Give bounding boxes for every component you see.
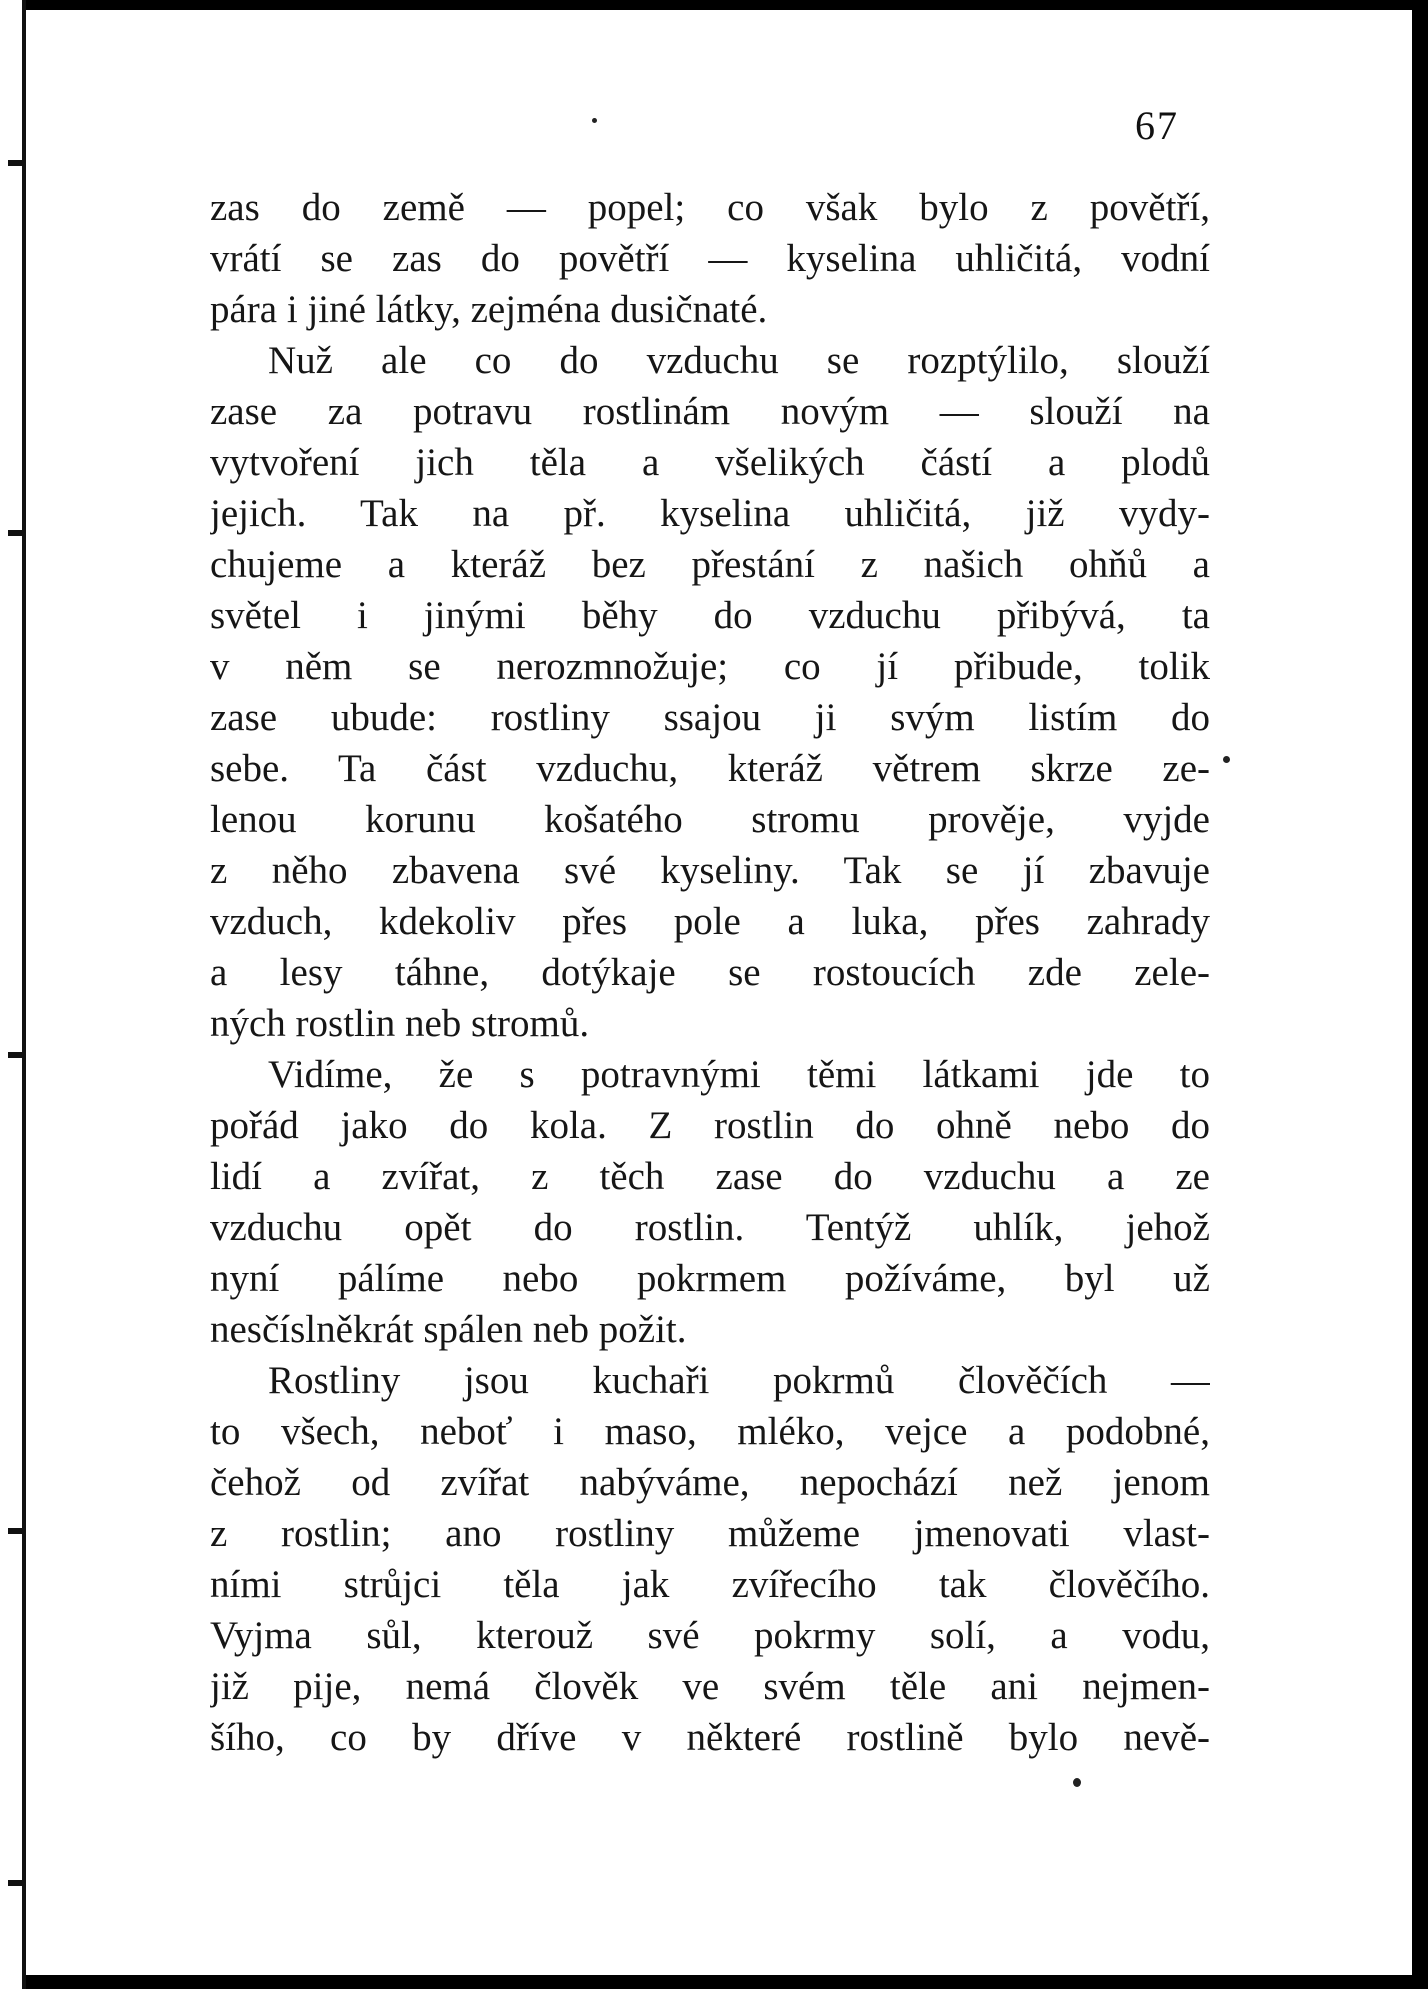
binding-mark: [8, 160, 22, 166]
text-line: sebe. Ta část vzduchu, kteráž větrem skrze ze-: [210, 747, 1210, 790]
text-line: pára i jiné látky, zejména dusičnaté.: [210, 288, 768, 331]
text-line: a lesy táhne, dotýkaje se rostoucích zde zele-: [210, 951, 1210, 994]
text-line: zase ubude: rostliny ssajou ji svým listím do: [210, 696, 1210, 739]
text-line: vytvoření jich těla a všelikých částí a plodů: [210, 441, 1210, 484]
book-page: [10, 10, 1412, 1975]
text-line: Vyjma sůl, kterouž své pokrmy solí, a vodu,: [210, 1614, 1210, 1657]
text-line: pořád jako do kola. Z rostlin do ohně nebo do: [210, 1104, 1210, 1147]
text-line: lenou korunu košatého stromu provějе, vyjde: [210, 798, 1210, 841]
binding-mark: [8, 1528, 22, 1534]
binding-mark: [8, 1880, 22, 1886]
text-line: ními strůjci těla jak zvířecího tak člověčího.: [210, 1563, 1210, 1606]
text-line: ných rostlin neb stromů.: [210, 1002, 590, 1045]
binding-mark: [8, 530, 22, 536]
text-line: vzduch, kdekoliv přes pole a luka, přes zahrady: [210, 900, 1210, 943]
text-line: Vidíme, že s potravnými těmi látkami jde to: [268, 1053, 1210, 1096]
text-line: světel i jinými běhy do vzduchu přibývá, ta: [210, 594, 1210, 637]
text-line: chujeme a kteráž bez přestání z našich ohňů a: [210, 543, 1210, 586]
text-line: nyní pálíme nebo pokrmem požíváme, byl už: [210, 1257, 1210, 1300]
paragraph: [210, 1355, 1210, 1763]
binding-mark: [8, 1052, 22, 1058]
text-line: to všech, neboť i maso, mléko, vejce a podobné,: [210, 1410, 1210, 1453]
ink-speck: [1223, 756, 1230, 763]
page-number: 67: [1135, 103, 1179, 148]
text-line: nesčíslněkrát spálen neb požit.: [210, 1308, 687, 1351]
text-line: z rostlin; ano rostliny můžeme jmenovati vlast-: [210, 1512, 1210, 1555]
ink-speck: [592, 118, 597, 123]
text-line: zas do země — popel; co však bylo z povětří,: [210, 186, 1210, 229]
paragraph: [210, 1049, 1210, 1355]
text-line: z něho zbavena své kyseliny. Tak se jí zbavuje: [210, 849, 1210, 892]
paragraph: [210, 182, 1210, 335]
text-line: již pije, nemá člověk ve svém těle ani nejmen-: [210, 1665, 1210, 1708]
text-line: Rostliny jsou kuchaři pokrmů člověčích —: [268, 1359, 1210, 1402]
text-line: vzduchu opět do rostlin. Tentýž uhlík, jehož: [210, 1206, 1210, 1249]
page-binding-edge: [0, 0, 26, 1989]
text-line: jejich. Tak na př. kyselina uhličitá, již vydy-: [210, 492, 1210, 535]
body-text: [210, 182, 1210, 1763]
paragraph: [210, 335, 1210, 1049]
text-line: v něm se nerozmnožuje; co jí přibude, tolik: [210, 645, 1210, 688]
ink-speck: [1073, 1778, 1081, 1787]
text-line: šího, co by dříve v některé rostlině bylo nevě-: [210, 1716, 1210, 1759]
text-line: čehož od zvířat nabýváme, nepochází než jenom: [210, 1461, 1210, 1504]
text-line: vrátí se zas do povětří — kyselina uhličitá, vodní: [210, 237, 1210, 280]
text-line: zase za potravu rostlinám novým — slouží na: [210, 390, 1210, 433]
text-line: Nuž ale co do vzduchu se rozptýlilo, slouží: [268, 339, 1210, 382]
text-line: lidí a zvířat, z těch zase do vzduchu a ze: [210, 1155, 1210, 1198]
